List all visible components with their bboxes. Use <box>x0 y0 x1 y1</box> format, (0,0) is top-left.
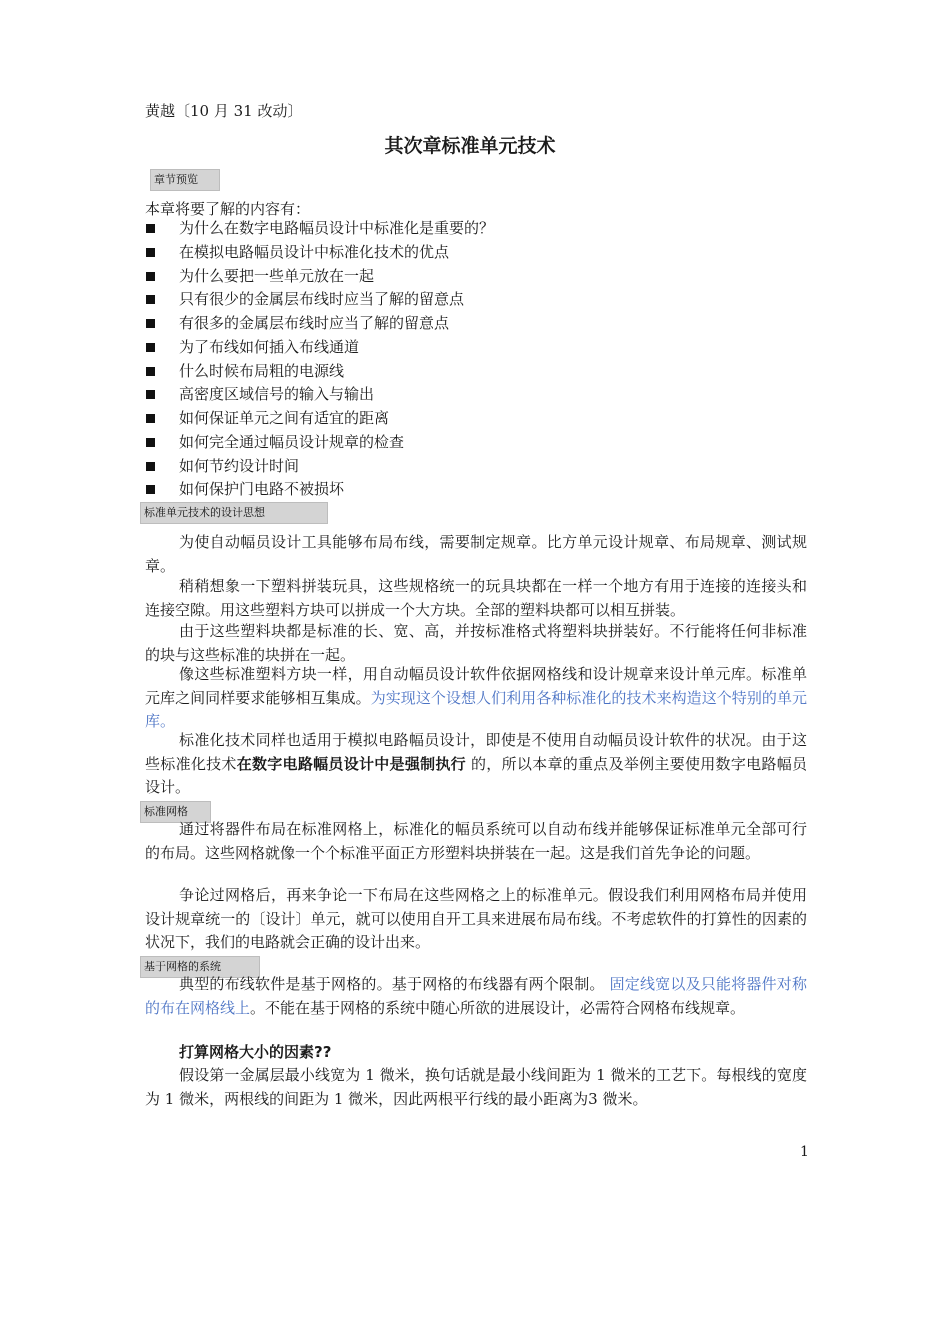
author-note: 黄越〔10 月 31 改动〕 <box>145 102 303 120</box>
paragraph: 通过将器件布局在标准网格上，标准化的幅员系统可以自动布线并能够保证标准单元全部可行的布局。这些网格就像一个个标准平面正方形塑料块拼装在一起。这是我们首先争论的问题。 <box>145 820 807 862</box>
list-item: 什么时候布局粗的电源线 <box>145 360 494 384</box>
paragraph: 假设第一金属层最小线宽为 1 微米，换句话就是最小线间距为 1 微米的工艺下。每根线的宽度为 1 微米，两根线的间距为 1 微米，因此两根平行线的最小距离为3 微米。 <box>145 1066 807 1108</box>
list-item: 如何保证单元之间有适宜的距离 <box>145 407 494 431</box>
bullet-square-icon <box>146 343 155 352</box>
list-item: 只有很少的金属层布线时应当了解的留意点 <box>145 288 494 312</box>
bullet-square-icon <box>146 367 155 376</box>
bullet-square-icon <box>146 414 155 423</box>
list-item: 为什么在数字电路幅员设计中标准化是重要的？ <box>145 217 494 241</box>
subheading: 打算网格大小的因素?? <box>179 1043 332 1061</box>
paragraph: 为使自动幅员设计工具能够布局布线，需要制定规章。比方单元设计规章、布局规章、测试规章。 <box>145 533 807 575</box>
list-item: 如何保护门电路不被损坏 <box>145 478 494 502</box>
list-item: 为了布线如何插入布线通道 <box>145 336 494 360</box>
paragraph: 由于这些塑料块都是标准的长、宽、高，并按标准格式将塑料块拼装好。不行能将任何非标准的块与这些标准的块拼在一起。 <box>145 622 807 664</box>
bullet-square-icon <box>146 438 155 447</box>
section-tag-grid-system: 基于网格的系统 <box>140 956 260 978</box>
bullet-square-icon <box>146 248 155 257</box>
page-number: 1 <box>800 1144 809 1160</box>
section-tag-design-idea: 标准单元技术的设计思想 <box>140 502 328 524</box>
bullet-square-icon <box>146 390 155 399</box>
bullet-square-icon <box>146 272 155 281</box>
list-item: 为什么要把一些单元放在一起 <box>145 265 494 289</box>
bullet-square-icon <box>146 485 155 494</box>
paragraph: 稍稍想象一下塑料拼装玩具，这些规格统一的玩具块都在一样一个地方有用于连接的连接头和连接空隙。用这些塑料方块可以拼成一个大方块。全部的塑料块都可以相互拼装。 <box>145 577 807 619</box>
preview-list <box>145 217 494 502</box>
list-item: 高密度区域信号的输入与输出 <box>145 383 494 407</box>
paragraph: 典型的布线软件是基于网格的。基于网格的布线器有两个限制。 固定线宽以及只能将器件对称的布在网格线上。不能在基于网格的系统中随心所欲的进展设计，必需符合网格布线规章。 <box>145 975 807 1017</box>
chapter-title: 其次章标准单元技术 <box>384 135 556 157</box>
list-item: 如何节约设计时间 <box>145 455 494 479</box>
paragraph: 像这些标准塑料方块一样，用自动幅员设计软件依据网格线和设计规章来设计单元库。标准单元库之间同样要求能够相互集成。为实现这个设想人们利用各种标准化的技术来构造这个特别的单元库。 <box>145 665 807 730</box>
section-tag-preview: 章节预览 <box>150 169 220 191</box>
bold-text: 在数字电路幅员设计中是强制执行 <box>236 754 466 773</box>
paragraph: 争论过网格后，再来争论一下布局在这些网格之上的标准单元。假设我们利用网格布局并使用设计规章统一的〔设计〕单元，就可以使用自开工具来进展布局布线。不考虑软件的打算性的因素的状况下，我们的电路就会正确的设计出来。 <box>145 886 807 951</box>
section-tag-standard-grid: 标准网格 <box>140 801 211 823</box>
list-item: 如何完全通过幅员设计规章的检查 <box>145 431 494 455</box>
list-item: 有很多的金属层布线时应当了解的留意点 <box>145 312 494 336</box>
bullet-square-icon <box>146 319 155 328</box>
highlighted-text: 为实现这个设想人们利用各种标准化的技术来构造这个特别的单元库。 <box>145 688 807 730</box>
section-intro: 本章将要了解的内容有： <box>145 200 311 218</box>
bullet-square-icon <box>146 224 155 233</box>
highlighted-text: 固定线宽以及只能将器件对称的布在网格线上 <box>145 975 807 1017</box>
list-item: 在模拟电路幅员设计中标准化技术的优点 <box>145 241 494 265</box>
paragraph: 标准化技术同样也适用于模拟电路幅员设计，即使是不使用自动幅员设计软件的状况。由于这些标准化技术在数字电路幅员设计中是强制执行 的，所以本章的重点及举例主要使用数字电路幅员设计。 <box>145 731 807 796</box>
bullet-square-icon <box>146 295 155 304</box>
bullet-square-icon <box>146 462 155 471</box>
